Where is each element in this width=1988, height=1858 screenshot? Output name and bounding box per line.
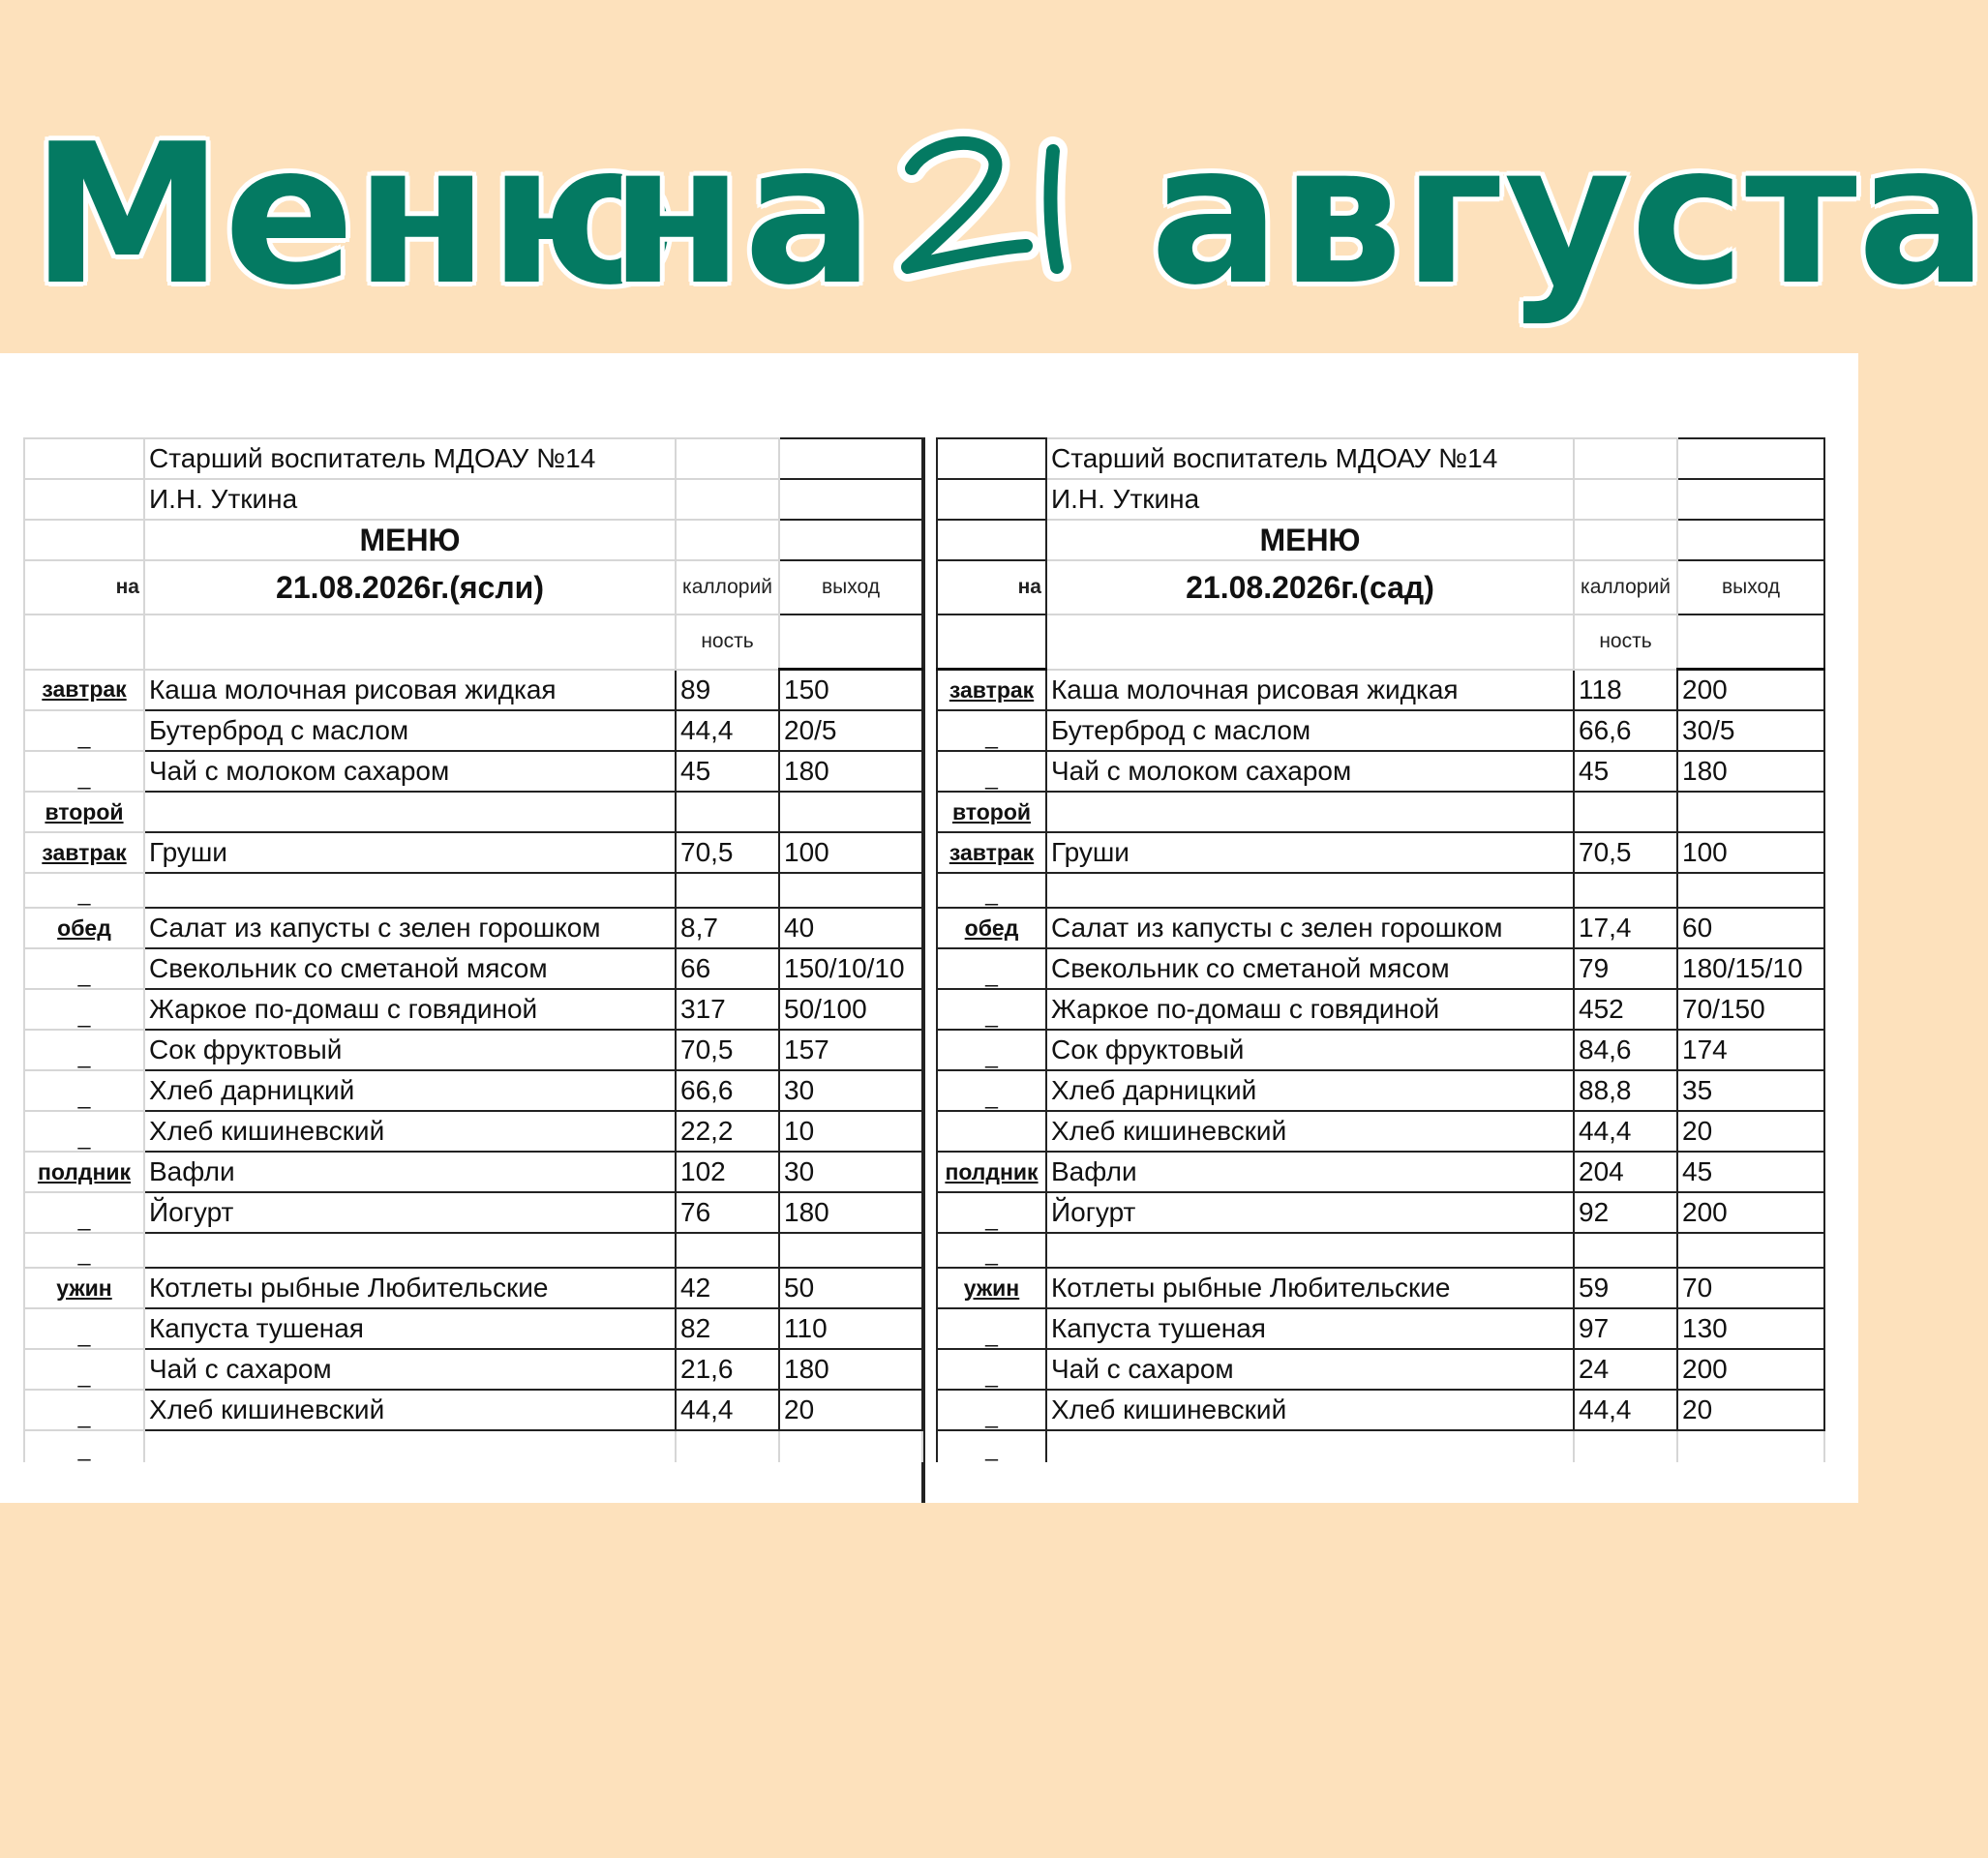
meal-label: обед — [24, 908, 144, 948]
menu-row — [937, 1308, 1824, 1349]
meal-label: _ — [937, 1192, 1046, 1233]
dish-output: 40 — [779, 908, 922, 948]
menu-row — [24, 1268, 922, 1308]
header-line1: Старший воспитатель МДОАУ №14 — [144, 438, 676, 479]
col-calories: каллорий — [676, 560, 779, 614]
dish-calories: 82 — [676, 1308, 779, 1349]
dish-calories: 452 — [1574, 989, 1677, 1030]
dish-output: 70/150 — [1677, 989, 1824, 1030]
dish-name: Бутерброд с маслом — [144, 710, 676, 751]
menu-row — [937, 1152, 1824, 1192]
meal-label: завтрак — [24, 670, 144, 711]
dish-calories: 45 — [1574, 751, 1677, 792]
meal-label: _ — [24, 1233, 144, 1268]
menu-row — [24, 1030, 922, 1070]
header-line2: И.Н. Уткина — [1046, 479, 1574, 520]
dish-output: 180 — [779, 1192, 922, 1233]
dish-calories — [676, 1233, 779, 1268]
dish-output: 35 — [1677, 1070, 1824, 1111]
dish-output — [779, 873, 922, 908]
dish-name: Капуста тушеная — [1046, 1308, 1574, 1349]
menu-row — [937, 948, 1824, 989]
dish-output: 200 — [1677, 670, 1824, 711]
meal-label: завтрак — [937, 670, 1046, 711]
dish-name: Хлеб кишиневский — [144, 1390, 676, 1430]
col-calories: каллорий — [1574, 560, 1677, 614]
dish-output: 10 — [779, 1111, 922, 1152]
dish-output: 20 — [1677, 1111, 1824, 1152]
meal-label: _ — [24, 1030, 144, 1070]
meal-label: _ — [24, 948, 144, 989]
dish-name: Хлеб кишиневский — [144, 1111, 676, 1152]
dish-output: 45 — [1677, 1152, 1824, 1192]
col-output: выход — [779, 560, 922, 614]
menu-row — [937, 1030, 1824, 1070]
dish-calories: 66,6 — [676, 1070, 779, 1111]
dish-output: 100 — [779, 832, 922, 873]
meal-label: _ — [937, 710, 1046, 751]
dish-output: 20 — [1677, 1390, 1824, 1430]
meal-label: _ — [937, 1030, 1046, 1070]
dish-calories — [1574, 1233, 1677, 1268]
menu-row — [24, 1111, 922, 1152]
dish-calories — [676, 792, 779, 832]
title-day-text: 21 — [890, 122, 892, 123]
dish-output: 30 — [779, 1070, 922, 1111]
dish-output: 30/5 — [1677, 710, 1824, 751]
meal-label: _ — [24, 989, 144, 1030]
meal-label: второй — [937, 792, 1046, 832]
dish-output: 200 — [1677, 1349, 1824, 1390]
menu-date: 21.08.2026г.(сад) — [1046, 560, 1574, 614]
meal-label: _ — [937, 1308, 1046, 1349]
dish-name: Котлеты рыбные Любительские — [144, 1268, 676, 1308]
dish-calories: 44,4 — [676, 1390, 779, 1430]
meal-label: полдник — [937, 1152, 1046, 1192]
meal-label: ужин — [24, 1268, 144, 1308]
dish-output — [1677, 1233, 1824, 1268]
dish-calories: 17,4 — [1574, 908, 1677, 948]
menu-row — [937, 1111, 1824, 1152]
meal-label — [937, 1111, 1046, 1152]
col-calories-cont: ность — [1574, 614, 1677, 670]
dish-output: 60 — [1677, 908, 1824, 948]
dish-output: 180 — [779, 751, 922, 792]
menu-label: МЕНЮ — [1046, 520, 1574, 560]
dish-output: 157 — [779, 1030, 922, 1070]
meal-label: ужин — [937, 1268, 1046, 1308]
menu-row — [24, 792, 922, 832]
dish-name: Чай с молоком сахаром — [1046, 751, 1574, 792]
dish-calories — [1574, 1430, 1677, 1462]
menu-row — [937, 1192, 1824, 1233]
dish-name: Йогурт — [1046, 1192, 1574, 1233]
dish-name: Каша молочная рисовая жидкая — [144, 670, 676, 711]
dish-name: Чай с молоком сахаром — [144, 751, 676, 792]
dish-name: Хлеб кишиневский — [1046, 1111, 1574, 1152]
menu-row — [937, 1233, 1824, 1268]
dish-name — [144, 1430, 676, 1462]
col-output: выход — [1677, 560, 1824, 614]
menu-row — [937, 832, 1824, 873]
meal-label: _ — [24, 1349, 144, 1390]
dish-output — [1677, 1430, 1824, 1462]
dish-output — [779, 792, 922, 832]
menu-row — [24, 873, 922, 908]
dish-name — [1046, 1430, 1574, 1462]
menu-row — [24, 989, 922, 1030]
meal-label: завтрак — [24, 832, 144, 873]
dish-name: Свекольник со сметаной мясом — [1046, 948, 1574, 989]
meal-label: _ — [937, 1390, 1046, 1430]
dish-name — [144, 1233, 676, 1268]
menu-row — [937, 989, 1824, 1030]
dish-name: Котлеты рыбные Любительские — [1046, 1268, 1574, 1308]
dish-output: 100 — [1677, 832, 1824, 873]
meal-label: _ — [937, 1349, 1046, 1390]
dish-name: Капуста тушеная — [144, 1308, 676, 1349]
dish-name: Хлеб дарницкий — [144, 1070, 676, 1111]
meal-label: _ — [24, 710, 144, 751]
menu-row — [937, 751, 1824, 792]
menu-row — [24, 710, 922, 751]
menu-row — [24, 1430, 922, 1462]
meal-label: _ — [937, 948, 1046, 989]
menu-row — [24, 832, 922, 873]
menu-label: МЕНЮ — [144, 520, 676, 560]
meal-label: второй — [24, 792, 144, 832]
meal-label: полдник — [24, 1152, 144, 1192]
dish-name: Чай с сахаром — [1046, 1349, 1574, 1390]
dish-calories: 84,6 — [1574, 1030, 1677, 1070]
dish-output — [1677, 792, 1824, 832]
dish-name: Жаркое по-домаш с говядиной — [1046, 989, 1574, 1030]
date-prefix: на — [937, 560, 1046, 614]
menu-row — [937, 1390, 1824, 1430]
menu-table-kindergarten — [936, 437, 1825, 1462]
title-day-handwritten — [890, 122, 1084, 296]
meal-label: _ — [24, 1070, 144, 1111]
menu-row — [24, 1070, 922, 1111]
meal-label: _ — [24, 1430, 144, 1462]
dish-calories: 102 — [676, 1152, 779, 1192]
dish-calories: 8,7 — [676, 908, 779, 948]
meal-label: _ — [24, 873, 144, 908]
menu-row — [24, 1192, 922, 1233]
banner — [0, 0, 1988, 353]
dish-output: 180/15/10 — [1677, 948, 1824, 989]
dish-calories: 70,5 — [1574, 832, 1677, 873]
header-line2: И.Н. Уткина — [144, 479, 676, 520]
meal-label: _ — [937, 873, 1046, 908]
menu-row — [24, 1349, 922, 1390]
dish-output: 30 — [779, 1152, 922, 1192]
dish-calories: 66,6 — [1574, 710, 1677, 751]
menu-sheet — [0, 353, 1858, 1503]
dish-output: 20 — [779, 1390, 922, 1430]
dish-name: Свекольник со сметаной мясом — [144, 948, 676, 989]
dish-calories: 42 — [676, 1268, 779, 1308]
dish-name: Бутерброд с маслом — [1046, 710, 1574, 751]
dish-output: 20/5 — [779, 710, 922, 751]
page-title — [0, 103, 1988, 328]
dish-output — [779, 1233, 922, 1268]
dish-name — [144, 873, 676, 908]
menu-row — [937, 873, 1824, 908]
dish-calories: 24 — [1574, 1349, 1677, 1390]
title-word-month: августа — [1150, 103, 1988, 328]
menu-row — [937, 670, 1824, 711]
dish-output: 70 — [1677, 1268, 1824, 1308]
dish-calories: 45 — [676, 751, 779, 792]
dish-calories: 22,2 — [676, 1111, 779, 1152]
menu-row — [937, 1349, 1824, 1390]
dish-calories — [676, 873, 779, 908]
dish-output: 174 — [1677, 1030, 1824, 1070]
menu-row — [24, 1233, 922, 1268]
meal-label: _ — [937, 1233, 1046, 1268]
menu-row — [24, 1390, 922, 1430]
menu-row — [937, 908, 1824, 948]
dish-name: Жаркое по-домаш с говядиной — [144, 989, 676, 1030]
dish-name: Йогурт — [144, 1192, 676, 1233]
date-prefix: на — [24, 560, 144, 614]
dish-output: 50 — [779, 1268, 922, 1308]
meal-label: _ — [937, 1070, 1046, 1111]
meal-label: обед — [937, 908, 1046, 948]
dish-output: 130 — [1677, 1308, 1824, 1349]
header-line1: Старший воспитатель МДОАУ №14 — [1046, 438, 1574, 479]
title-word-menu: Меню — [31, 103, 678, 328]
dish-name: Сок фруктовый — [1046, 1030, 1574, 1070]
dish-calories: 97 — [1574, 1308, 1677, 1349]
dish-name: Хлеб кишиневский — [1046, 1390, 1574, 1430]
dish-calories: 204 — [1574, 1152, 1677, 1192]
dish-name: Сок фруктовый — [144, 1030, 676, 1070]
menu-row — [24, 670, 922, 711]
meal-label: _ — [937, 989, 1046, 1030]
title-word-na: на — [610, 103, 875, 328]
dish-output: 150/10/10 — [779, 948, 922, 989]
dish-output: 150 — [779, 670, 922, 711]
menu-row — [937, 1430, 1824, 1462]
meal-label: _ — [24, 751, 144, 792]
meal-label: _ — [937, 751, 1046, 792]
menu-row — [24, 908, 922, 948]
menu-row — [937, 710, 1824, 751]
meal-label: _ — [24, 1390, 144, 1430]
dish-calories: 44,4 — [1574, 1111, 1677, 1152]
dish-name: Груши — [1046, 832, 1574, 873]
menu-row — [24, 948, 922, 989]
dish-calories: 317 — [676, 989, 779, 1030]
menu-date: 21.08.2026г.(ясли) — [144, 560, 676, 614]
dish-name — [1046, 792, 1574, 832]
meal-label: _ — [24, 1192, 144, 1233]
menu-row — [24, 1308, 922, 1349]
menu-row — [937, 792, 1824, 832]
dish-name: Салат из капусты с зелен горошком — [144, 908, 676, 948]
dish-calories: 92 — [1574, 1192, 1677, 1233]
meal-label: _ — [24, 1308, 144, 1349]
dish-name: Хлеб дарницкий — [1046, 1070, 1574, 1111]
meal-label: _ — [24, 1111, 144, 1152]
meal-label: завтрак — [937, 832, 1046, 873]
menu-row — [937, 1070, 1824, 1111]
menu-row — [937, 1268, 1824, 1308]
dish-name: Салат из капусты с зелен горошком — [1046, 908, 1574, 948]
dish-calories: 88,8 — [1574, 1070, 1677, 1111]
dish-name: Вафли — [1046, 1152, 1574, 1192]
meal-label: _ — [937, 1430, 1046, 1462]
dish-calories: 76 — [676, 1192, 779, 1233]
dish-calories — [676, 1430, 779, 1462]
dish-output: 180 — [779, 1349, 922, 1390]
dish-calories: 79 — [1574, 948, 1677, 989]
dish-output: 50/100 — [779, 989, 922, 1030]
dish-name: Чай с сахаром — [144, 1349, 676, 1390]
dish-name — [1046, 1233, 1574, 1268]
dish-calories: 118 — [1574, 670, 1677, 711]
dish-calories: 70,5 — [676, 1030, 779, 1070]
dish-calories: 44,4 — [676, 710, 779, 751]
menu-row — [24, 751, 922, 792]
dish-output: 200 — [1677, 1192, 1824, 1233]
dish-name: Вафли — [144, 1152, 676, 1192]
dish-output: 110 — [779, 1308, 922, 1349]
dish-name: Каша молочная рисовая жидкая — [1046, 670, 1574, 711]
dish-output — [1677, 873, 1824, 908]
dish-calories: 21,6 — [676, 1349, 779, 1390]
menu-row — [24, 1152, 922, 1192]
dish-calories — [1574, 792, 1677, 832]
dish-calories: 59 — [1574, 1268, 1677, 1308]
dish-output — [779, 1430, 922, 1462]
dish-output: 180 — [1677, 751, 1824, 792]
dish-calories — [1574, 873, 1677, 908]
dish-name — [144, 792, 676, 832]
dish-calories: 44,4 — [1574, 1390, 1677, 1430]
dish-name — [1046, 873, 1574, 908]
col-calories-cont: ность — [676, 614, 779, 670]
menu-table-nursery — [23, 437, 923, 1462]
dish-calories: 89 — [676, 670, 779, 711]
dish-calories: 70,5 — [676, 832, 779, 873]
dish-calories: 66 — [676, 948, 779, 989]
dish-name: Груши — [144, 832, 676, 873]
